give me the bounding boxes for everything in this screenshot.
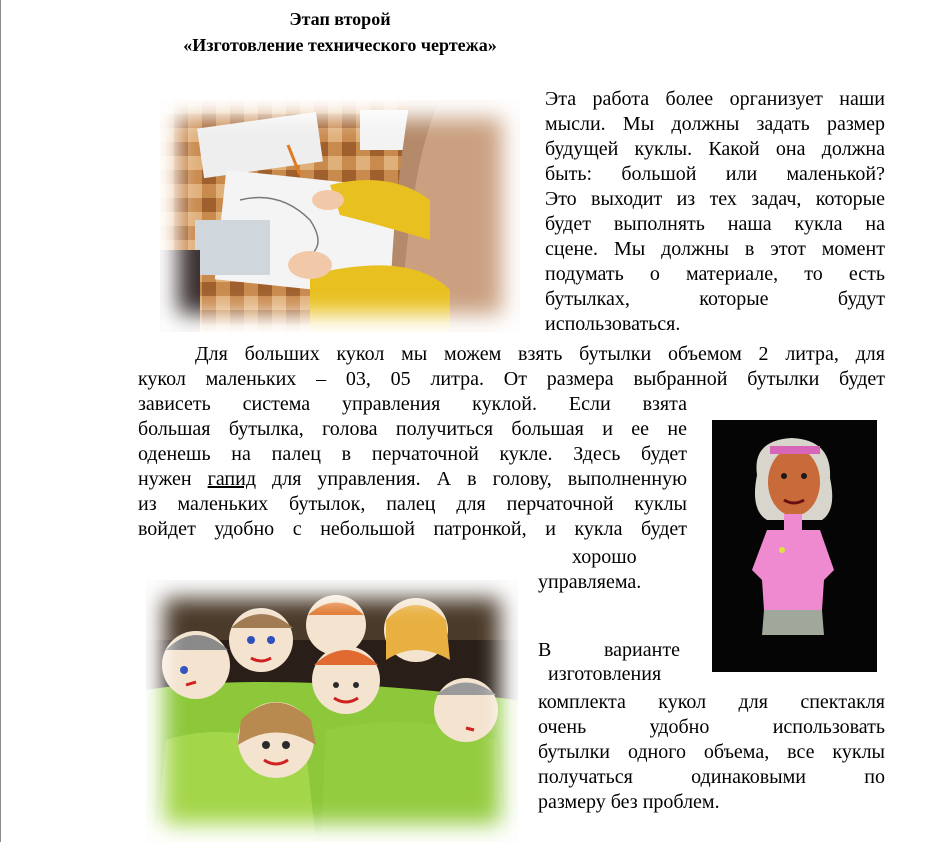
- para2-line-1: Для больших кукол мы можем взять бутылки объемом 2 литра, для: [195, 343, 885, 365]
- para2-line-9: хорошо: [572, 546, 637, 568]
- para3-line-1a: В: [538, 639, 552, 661]
- page-left-border: [0, 0, 1, 842]
- para3-line-1b: варианте: [604, 639, 680, 661]
- para1-line-3: будущей куклы. Какой она должна: [545, 138, 885, 160]
- photo-puppet-group: [146, 580, 518, 842]
- section-title-subject: «Изготовление технического чертежа»: [183, 35, 497, 55]
- para1-line-10: использоваться.: [545, 313, 681, 335]
- para2-line-6: нужен гапид для управления. А в голову, выполненную: [138, 468, 688, 490]
- para3-line-2: изготовления: [548, 663, 662, 685]
- para2-line-2: кукол маленьких – 03, 05 литра. От размера выбранной бутылки будет: [138, 368, 885, 390]
- para3-line-4: очень удобно использовать: [538, 716, 885, 738]
- para2-line-5: оденешь на палец в перчаточной кукле. Здесь будет: [138, 443, 687, 465]
- para2-line-8: войдет удобно с небольшой патронкой, и кукла будет: [138, 518, 687, 540]
- para1-line-1: Эта работа более организует наши: [545, 88, 885, 110]
- para1-line-7: сцене. Мы должны в этот момент: [545, 238, 885, 260]
- para2-line-4: большая бутылка, голова получиться большая и ее не: [138, 418, 687, 440]
- para1-line-9: бутылках, которые будут: [545, 288, 885, 310]
- para1-line-4: быть: большой или маленькой?: [545, 163, 885, 185]
- term-gapid: гапид: [207, 468, 257, 490]
- para1-line-5: Это выходит из тех задач, которые: [545, 188, 885, 210]
- para2-line-7: из маленьких бутылок, палец для перчаточной куклы: [138, 493, 687, 515]
- para2-line-3: зависеть система управления куклой. Если взята: [138, 393, 687, 415]
- section-title-stage: Этап второй: [289, 9, 391, 29]
- photo-girl-drawing: [160, 100, 520, 332]
- para3-line-3: комплекта кукол для спектакля: [538, 691, 885, 713]
- para1-line-6: будет выполнять наша кукла на: [545, 213, 885, 235]
- para3-line-5: бутылки одного объема, все куклы: [538, 741, 885, 763]
- para1-line-2: мысли. Мы должны задать размер: [545, 113, 885, 135]
- para1-line-8: подумать о материале, то есть: [545, 263, 885, 285]
- para2-line-10: управляема.: [538, 571, 642, 593]
- para3-line-6: получаться одинаковыми по: [538, 766, 885, 788]
- photo-pink-puppet: [712, 420, 877, 672]
- para3-line-7: размеру без проблем.: [538, 791, 720, 813]
